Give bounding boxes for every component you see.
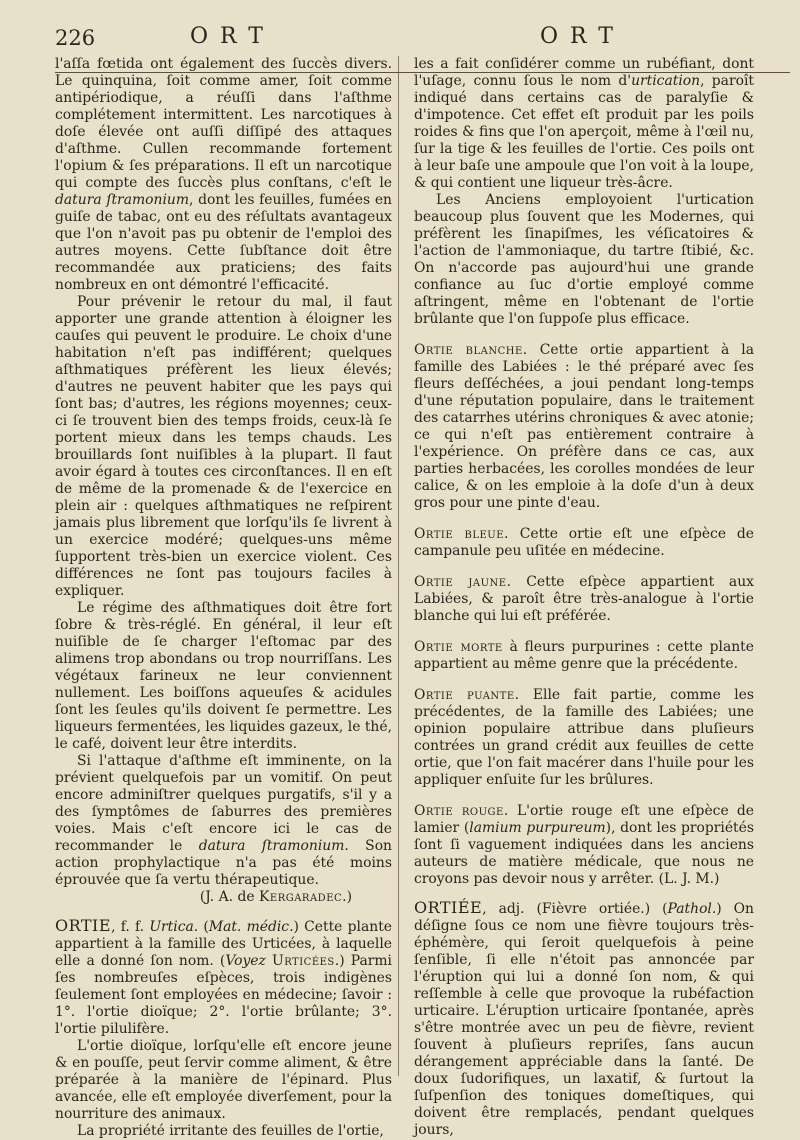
paragraph: Si l'attaque d'aſthme eſt imminente, on la prévient quelquefois par un vomitif. On peut encore adminiſtrer quelques purgatifs, s'il y a des ſymptômes de ſaburres des premières voies. Mais c'eſt encore ici le cas de recommander le datura ſtramonium. Son action prophylactique n'a pas été moins éprouvée que ſa vertu thérapeutique.: [55, 753, 393, 888]
author-signature: (J. A. de Kergaradec.): [199, 889, 352, 905]
column-divider: [398, 56, 399, 1076]
headword: ORTIE: [55, 916, 112, 935]
entry-ortie-puante: Ortie puante. Elle fait partie, comme les précédentes, de la famille des Labiées; une opinion populaire attribue dans pluſieurs contrées un grand crédit aux feuilles de cette ortie, que l'on fait macérer dans l'huile pour les appliquer enſuite ſur les brûlures.: [414, 687, 754, 788]
entry-ortiee: ORTIÉE, adj. (Fièvre ortiée.) (Pathol.) On déſigne ſous ce nom une fièvre toujours très-éphémère, qui ſeroit quelquefois à peine ſenſible, ſi elle n'étoit pas annoncée par l'éruption qui lui a donné ſon nom, & qui reſſemble à celle que provoque la rubéfaction urticaire. L'éruption urticaire ſpontanée, après s'être montrée avec un peu de fièvre, revient ſouvent à pluſieurs repriſes, ſans aucun dérangement appréciable dans la ſanté. De doux ſudorifiques, un laxatif, & ſurtout la ſuſpenſion des toniques domeſtiques, qui doivent être remplacés, pendant quelques jours,: [414, 898, 755, 1138]
right-column: [414, 56, 754, 1139]
entry-ortie-morte: Ortie morte à fleurs purpurines : cette plante appartient au même genre que la précédente.: [414, 639, 754, 672]
entry-ortie: ORTIE, f. f. Urtica. (Mat. médic.) Cette plante appartient à la famille des Urticées, à laquelle elle a donné ſon nom. (Voyez Urticées.) Parmi ſes nombreuſes eſpèces, trois indigènes ſeulement ſont employées en médecine; ſavoir : 1°. l'ortie dioïque; 2°. l'ortie brûlante; 3°. l'ortie pilulifère.: [55, 916, 393, 1037]
paragraph: La propriété irritante des feuilles de l'ortie,: [77, 1123, 384, 1139]
paragraph: Le régime des aſthmatiques doit être fort ſobre & très-réglé. En général, il leur eſt nuiſible de ſe charger l'eſtomac par des alimens trop abondans ou trop nourriſſans. Les végétaux farineux ne leur conviennent nullement. Les boiſſons aqueuſes & acidules ſont les ſeules qu'ils doivent ſe permettre. Les liqueurs fermentées, les liquides gazeux, le thé, le café, doivent leur être interdits.: [55, 600, 392, 752]
headword: ORTIÉE: [414, 898, 483, 917]
running-head-right: ORT: [540, 24, 625, 49]
page-header: [0, 22, 800, 56]
paragraph: Les Anciens employoient l'urtication beaucoup plus ſouvent que les Modernes, qui préfèrent les ſinapiſmes, les véſicatoires & l'action de l'ammoniaque, du tartre ſtibié, &c. On n'accorde pas aujourd'hui une grande confiance au ſuc d'ortie employé comme aſtringent, même en l'obtenant de l'ortie brûlante que l'on ſuppoſe plus efficace.: [414, 192, 754, 327]
left-column: [55, 56, 392, 1140]
paragraph: L'ortie dioïque, lorſqu'elle eſt encore jeune & en pouſſe, peut ſervir comme aliment, & être préparée à la manière de l'épinard. Plus avancée, elle eſt employée diverſement, pour la nourriture des animaux.: [55, 1038, 392, 1122]
page-number: 226: [55, 26, 96, 50]
paragraph: les a fait conſidérer comme un rubéfiant, dont l'uſage, connu ſous le nom d'urtication, paroît indiqué dans certains cas de paralyſie & d'impotence. Cet effet eſt produit par les poils roides & fins que l'on aperçoit, même à l'œil nu, ſur la tige & les feuilles de l'ortie. Ces poils ont à leur baſe une ampoule que l'on voit à la loupe, & qui contient une liqueur très-âcre.: [414, 56, 754, 191]
entry-ortie-blanche: Ortie blanche. Cette ortie appartient à la famille des Labiées : le thé préparé avec ſes fleurs deſſéchées, a joui pendant long-temps d'une réputation populaire, dans le traitement des catarrhes utérins chroniques & avec atonie; ce qui n'eſt pas entièrement contraire à l'expérience. On préfère dans ce cas, aux parties herbacées, les corolles mondées de leur calice, & on les emploie à la doſe d'un à deux gros pour une pinte d'eau.: [414, 342, 754, 511]
author-signature: (L. J. M.): [658, 871, 720, 887]
paragraph: Pour prévenir le retour du mal, il faut apporter une grande attention à éloigner les cauſes qui peuvent le produire. Le choix d'une habitation n'eſt pas indifférent; quelques aſthmatiques préfèrent les lieux élevés; d'autres ne peuvent habiter que les pays qui ſont bas; d'autres, les régions moyennes; ceux-ci ſe trouvent bien des temps froids, ceux-là ſe portent mieux dans les temps chauds. Les brouillards ſont nuiſibles à la plupart. Il faut avoir égard à toutes ces circonſtances. Il en eſt de même de la promenade & de l'exercice en plein air : quelques aſthmatiques ne reſpirent jamais plus librement que lorſqu'ils ſe livrent à un exercice modéré; quelques-uns même ſupportent très-bien un exercice violent. Ces différences ne ſont pas toujours faciles à expliquer.: [55, 294, 392, 599]
entry-ortie-bleue: Ortie bleue. Cette ortie eſt une eſpèce de campanule peu uſitée en médecine.: [414, 526, 754, 559]
entry-ortie-jaune: Ortie jaune. Cette eſpèce appartient aux Labiées, & paroît être très-analogue à l'ortie blanche qui lui eſt préférée.: [414, 574, 754, 624]
running-head-left: ORT: [190, 24, 275, 49]
paragraph: l'aſſa fœtida ont également des ſuccès divers. Le quinquina, ſoit comme amer, ſoit comme antipériodique, a réuſſi dans l'aſthme complétement intermittent. Les narcotiques à doſe élevée ont auſſi diſſipé des attaques d'aſthme. Cullen recommande fortement l'opium & ſes préparations. Il eſt un narcotique qui compte des ſuccès plus conſtans, c'eſt le datura ſtramonium, dont les feuilles, fumées en guiſe de tabac, ont eu des réſultats avantageux que l'on n'avoit pas pu obtenir de l'emploi des autres moyens. Cette ſubſtance doit être recommandée aux praticiens; des faits nombreux en ont démontré l'efficacité.: [55, 56, 392, 293]
entry-ortie-rouge: Ortie rouge. L'ortie rouge eſt une eſpèce de lamier (lamium purpureum), dont les propriétés ſont ſi vaguement indiquées dans les anciens auteurs de matière médicale, que nous ne croyons pas devoir nous y arrêter. (L. J. M.): [414, 803, 754, 887]
